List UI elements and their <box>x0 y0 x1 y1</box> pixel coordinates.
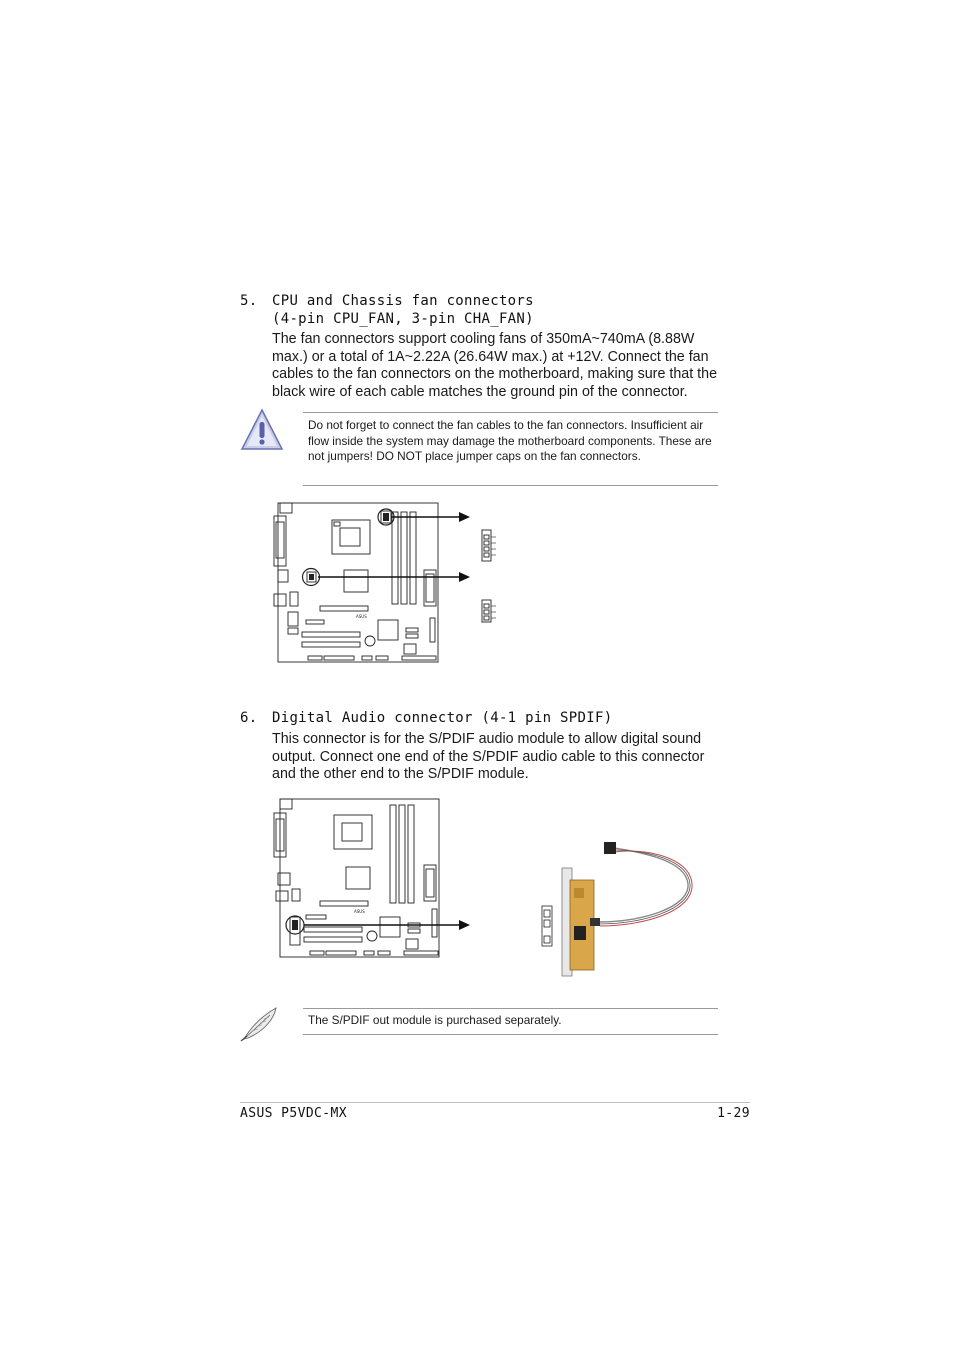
spdif-module-illustration <box>530 838 700 978</box>
section-6-paragraph: This connector is for the S/PDIF audio module to allow digital sound output. Connect one end of the S/PDIF audio cable to this connector and the other end to the S/PDIF module. <box>272 731 705 782</box>
section-5-title: CPU and Chassis fan connectors <box>272 293 534 309</box>
note-top-rule <box>303 1008 718 1009</box>
section-5-number: 5. <box>240 293 258 309</box>
warning-triangle-icon <box>240 408 284 452</box>
feather-pen-icon <box>240 1005 280 1043</box>
fan-connector-diagram <box>270 500 510 670</box>
spdif-connector-diagram <box>270 795 510 965</box>
caution-text: Do not forget to connect the fan cables to the fan connectors. Insufficient air flow inside the system may damage the motherboard components. These are not jumpers! DO NOT place jumper caps on the fan connectors. <box>308 418 712 463</box>
footer-rule <box>240 1102 750 1103</box>
note-text: The S/PDIF out module is purchased separately. <box>308 1013 562 1027</box>
caution-top-rule <box>303 412 718 413</box>
footer-page-number: 1-29 <box>717 1106 750 1121</box>
svg-text:ASUS: ASUS <box>354 909 365 914</box>
section-5-subtitle: (4-pin CPU_FAN, 3-pin CHA_FAN) <box>272 311 534 327</box>
section-6-title: Digital Audio connector (4-1 pin SPDIF) <box>272 710 613 726</box>
note-bottom-rule <box>303 1034 718 1035</box>
section-5-paragraph: The fan connectors support cooling fans of 350mA~740mA (8.88W max.) or a total of 1A~2.22A (26.64W max.) at +12V. Connect the fan cables to the fan connectors on the motherboard, making sure that the black wire of each cable matches the ground pin of the connector. <box>272 331 718 400</box>
section-6-number: 6. <box>240 710 258 726</box>
footer-model: ASUS P5VDC-MX <box>240 1106 347 1121</box>
caution-bottom-rule <box>303 485 718 486</box>
svg-text:ASUS: ASUS <box>356 614 367 619</box>
